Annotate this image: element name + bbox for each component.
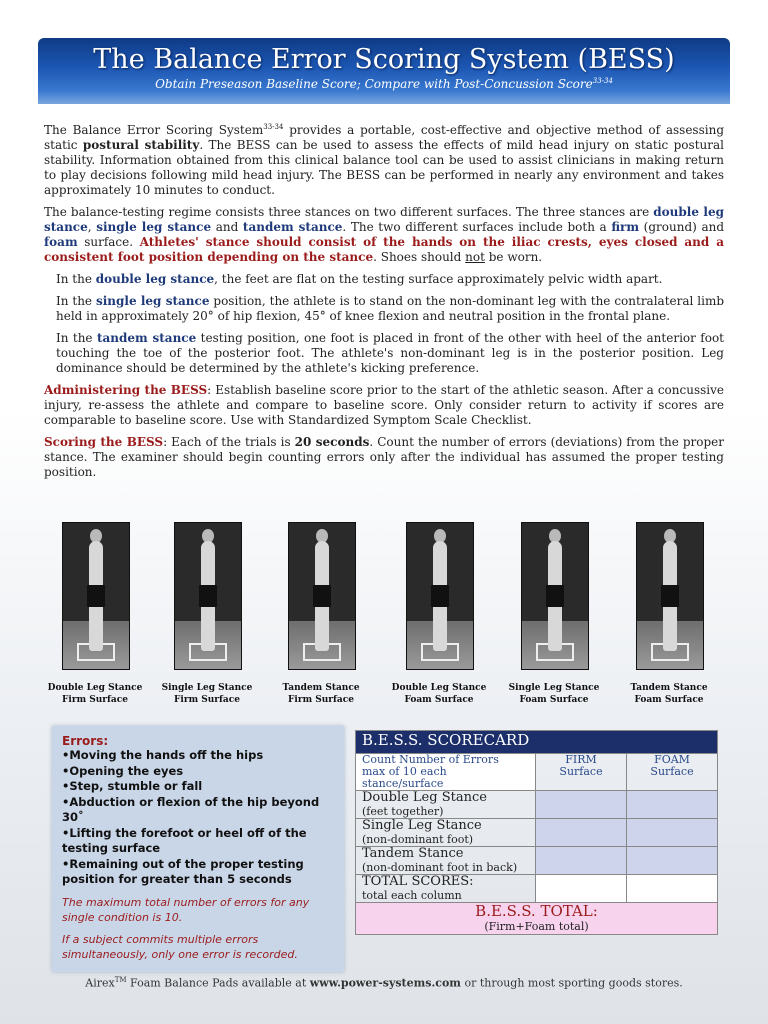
page-subtitle: Obtain Preseason Baseline Score; Compare with Post-Concussion Score$^{33-34}$ [155, 77, 613, 91]
errors-list [62, 748, 336, 888]
bess-total-row [356, 903, 718, 935]
tandem-stance-paragraph: In the tandem stance testing position, one foot is placed in front of the other with heel of the anterior foot touching the toe of the posterior foot. The athlete's non-dominant leg is in the posterior position. Leg dominance should be determined by the athlete's kicking preference. [56, 331, 724, 375]
error-item: •Opening the eyes [62, 763, 184, 778]
foam-score-cell[interactable] [627, 791, 718, 819]
bess-total-cell[interactable]: B.E.S.S. TOTAL: (Firm+Foam total) [356, 903, 718, 935]
scorecard-row: Tandem Stance (non-dominant foot in back) [356, 847, 718, 875]
stance-photo [521, 522, 589, 670]
scorecard-row: Double Leg Stance (feet together) [356, 791, 718, 819]
power-systems-link[interactable]: www.power-systems.com [309, 976, 461, 990]
error-item: •Remaining out of the proper testing position for greater than 5 seconds [62, 856, 304, 886]
error-item: •Step, stumble or fall [62, 779, 203, 793]
intro-paragraph: The Balance Error Scoring System$^{33-34}$ provides a portable, cost-effective and objective method of assessing static postural stability. The BESS can be used to assess the effects of mild head injury on static postural stability. Information obtained from this clinical balance tool can be used to assist clinicians in making return to play decisions following mild head injury. The BESS can be performed in nearly any environment and takes approximately 10 minutes to conduct. [44, 123, 724, 197]
error-item: •Lifting the forefoot or heel off of the testing surface [62, 825, 307, 855]
errors-box [52, 726, 344, 972]
foam-score-cell[interactable] [627, 847, 718, 875]
firm-score-cell[interactable] [536, 791, 627, 819]
double-stance-paragraph: In the double leg stance, the feet are flat on the testing surface approximately pelvic width apart. [56, 272, 663, 286]
stance-photos [40, 522, 730, 712]
single-stance-paragraph: In the single leg stance position, the athlete is to stand on the non-dominant leg with the contralateral limb held in approximately 20° of hip flexion, 45° of knee flexion and neutral position in the frontal plane. [56, 294, 725, 323]
administering-paragraph: Administering the BESS: Establish baseline score prior to the start of the athletic season. After a concussive injury, re-assess the athlete and compare to baseline score. Only consider return to activity if scores are comparable to baseline score. Use with Standardized Symptom Scale Checklist. [44, 383, 724, 427]
firm-total-cell[interactable] [536, 875, 627, 903]
foam-column-header: FOAM Surface [627, 754, 718, 791]
stance-photo [288, 522, 356, 670]
bess-scorecard [355, 730, 718, 935]
foam-score-cell[interactable] [627, 819, 718, 847]
stance-photo [406, 522, 474, 670]
max-errors-note: The maximum total number of errors for any single condition is 10. [62, 895, 310, 924]
stance-photo [62, 522, 130, 670]
stance-photo [636, 522, 704, 670]
firm-score-cell[interactable] [536, 819, 627, 847]
footer: Airex™ Foam Balance Pads available at www.power-systems.com or through most sporting goods stores. [85, 976, 683, 990]
error-item: •Moving the hands off the hips [62, 748, 264, 762]
title-banner [38, 38, 730, 104]
multiple-errors-note: If a subject commits multiple errors simultaneously, only one error is recorded. [62, 932, 298, 961]
stance-caption: Single Leg Stance Firm Surface [161, 683, 253, 705]
stance-photo [174, 522, 242, 670]
scoring-paragraph: Scoring the BESS: Each of the trials is 20 seconds. Count the number of errors (deviations) from the proper stance. The examiner should begin counting errors only after the individual has assumed the proper testing position. [44, 435, 725, 479]
body-text [44, 120, 724, 487]
stance-caption: Double Leg Stance Firm Surface [47, 683, 143, 705]
stance-caption: Tandem Stance Firm Surface [282, 683, 360, 705]
regime-paragraph: The balance-testing regime consists three stances on two different surfaces. The three stances are double leg stance, single leg stance and tandem stance. The two different surfaces include both a firm (ground) and foam surface. Athletes' stance should consist of the hands on the iliac crests, eyes closed and a consistent foot position depending on the stance. Shoes should not be worn. [44, 205, 725, 264]
stance-caption: Double Leg Stance Foam Surface [391, 683, 487, 705]
scorecard-title: B.E.S.S. SCORECARD [356, 731, 718, 754]
errors-heading: Errors: [62, 734, 109, 748]
page-title: The Balance Error Scoring System (BESS) [93, 44, 675, 75]
scorecard-row: Single Leg Stance (non-dominant foot) [356, 819, 718, 847]
stance-caption: Single Leg Stance Foam Surface [508, 683, 600, 705]
foam-total-cell[interactable] [627, 875, 718, 903]
stance-caption: Tandem Stance Foam Surface [630, 683, 708, 705]
firm-score-cell[interactable] [536, 847, 627, 875]
totals-row: TOTAL SCORES: total each column [356, 875, 718, 903]
count-instructions: Count Number of Errors max of 10 each stance/surface [356, 754, 536, 791]
firm-column-header: FIRM Surface [536, 754, 627, 791]
error-item: •Abduction or flexion of the hip beyond 30˚ [62, 794, 320, 824]
